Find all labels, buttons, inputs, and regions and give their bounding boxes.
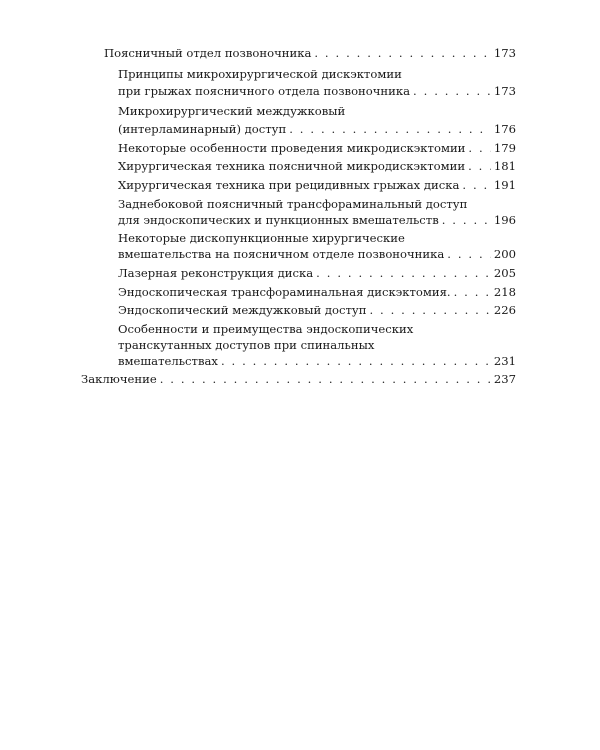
toc-entry-title: Поясничный отдел позвоночника (104, 46, 312, 60)
leader-dots (447, 245, 491, 263)
toc-page-number: 218 (493, 285, 516, 299)
leader-dots (442, 211, 491, 229)
toc-entry-line (118, 245, 516, 263)
toc-entry-title: Эндоскопический междужковый доступ (118, 303, 367, 317)
toc-page-number: 179 (493, 141, 516, 155)
toc-entry-title: Лазерная реконструкция диска (118, 266, 314, 280)
toc-entry-line (118, 283, 516, 301)
leader-dots (314, 44, 491, 62)
toc-page-number: 226 (493, 303, 516, 317)
toc-page-number: 176 (493, 122, 516, 136)
toc-entry-title: Принципы микрохирургической дискэктомии (118, 67, 402, 81)
toc-entry-line (118, 352, 516, 370)
toc-entry-title: Хирургическая техника при рецидивных грыжах диска (118, 178, 460, 192)
toc-page-number: 173 (493, 46, 516, 60)
toc-entry-line (118, 301, 516, 319)
toc-entry-title: при грыжах поясничного отдела позвоночника (118, 84, 411, 98)
toc-entry-title: Заднебоковой поясничный трансфораминальный доступ (118, 197, 468, 211)
toc-page-number: 191 (493, 178, 516, 192)
toc-entry-title: Микрохирургический междужковый (118, 104, 346, 118)
leader-dots (289, 120, 491, 138)
toc-entry-line (118, 176, 516, 194)
toc-page-number: 237 (493, 372, 516, 386)
toc-entry-line (118, 82, 516, 100)
toc-entry-title: Некоторые особенности проведения микродискэктомии (118, 141, 466, 155)
toc-page-number: 205 (493, 266, 516, 280)
leader-dots (413, 82, 491, 100)
toc-page-number: 231 (493, 354, 516, 368)
toc-entry-title: Заключение (81, 372, 157, 386)
toc-entry-line (81, 370, 516, 388)
toc-entry-line (118, 211, 516, 229)
leader-dots (221, 352, 491, 370)
toc-entry-title: для эндоскопических и пункционных вмешательств (118, 213, 439, 227)
toc-entry-title: транскутанных доступов при спинальных (118, 338, 375, 352)
toc-entry-line (118, 157, 516, 175)
toc-entry-title: Хирургическая техника поясничной микродискэктомии (118, 159, 466, 173)
toc-entry-line (118, 120, 516, 138)
toc-page-number: 173 (493, 84, 516, 98)
toc-entry-line (104, 44, 516, 62)
toc-page-number: 200 (493, 247, 516, 261)
toc-entry-line (118, 264, 516, 282)
toc-entry-line (118, 139, 516, 157)
toc-entry-title: Эндоскопическая трансфораминальная дискэктомия. (118, 285, 451, 299)
toc-entry-title: Особенности и преимущества эндоскопических (118, 322, 414, 336)
leader-dots (454, 283, 491, 301)
leader-dots (369, 301, 490, 319)
leader-dots (160, 370, 491, 388)
leader-dots (468, 157, 491, 175)
leader-dots (316, 264, 491, 282)
toc-entry-title: Некоторые дископункционные хирургические (118, 231, 405, 245)
toc-page-number: 196 (493, 213, 516, 227)
toc-page-number: 181 (493, 159, 516, 173)
leader-dots (468, 139, 490, 157)
toc-entry-title: вмешательствах (118, 354, 218, 368)
leader-dots (462, 176, 490, 194)
toc-entry-title: (интерламинарный) доступ (118, 122, 287, 136)
toc-entry-title: вмешательства на поясничном отделе позвоночника (118, 247, 445, 261)
